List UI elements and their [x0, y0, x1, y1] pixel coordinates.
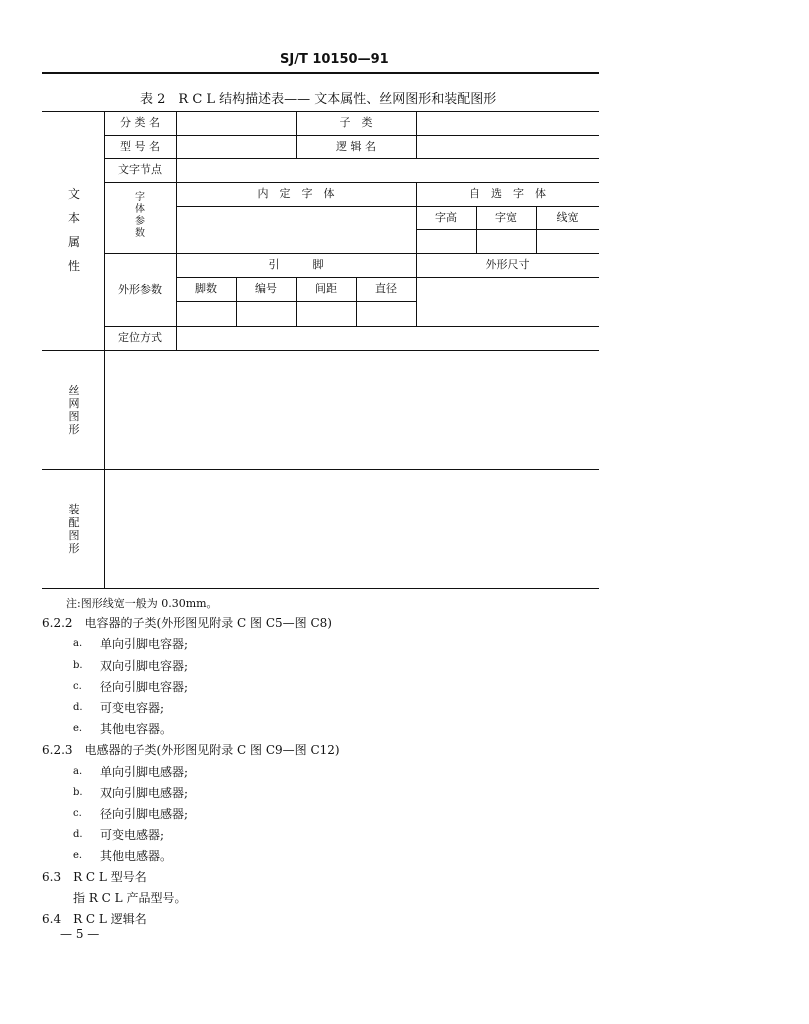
- label-char: 形: [68, 423, 80, 436]
- heading-6-4: 6.4 R C L 逻辑名: [42, 912, 147, 926]
- cell-logic-name: 逻 辑 名: [336, 140, 376, 153]
- list-item-letter: c.: [73, 808, 82, 819]
- list-item-letter: b.: [73, 660, 83, 671]
- cell-spacing: 间距: [315, 282, 337, 295]
- label-char: 形: [68, 542, 80, 555]
- row-line: [176, 277, 599, 278]
- row-label-font-params: [133, 192, 147, 240]
- header-rule: [42, 72, 599, 74]
- cell-pins: 引 脚: [268, 258, 324, 271]
- label-char: 网: [68, 397, 80, 410]
- col-line: [416, 111, 417, 158]
- section-line: [42, 469, 599, 470]
- row-line: [104, 182, 599, 183]
- list-item-letter: d.: [73, 829, 83, 840]
- section-line: [42, 350, 599, 351]
- list-item: 径向引脚电感器;: [100, 807, 189, 821]
- page-number: — 5 —: [60, 927, 100, 941]
- list-item-letter: e.: [73, 850, 83, 861]
- table-caption: 表 2 R C L 结构描述表—— 文本属性、丝网图形和装配图形: [140, 92, 497, 107]
- label-char: 图: [68, 529, 80, 542]
- table-bottom-border: [42, 588, 599, 589]
- cell-diameter: 直径: [375, 282, 397, 295]
- list-item: 径向引脚电容器;: [100, 680, 189, 694]
- cell-char-width: 字宽: [495, 211, 517, 224]
- cell-builtin-font: 内 定 字 体: [257, 187, 335, 200]
- label-char: 性: [67, 259, 80, 273]
- cell-pin-count: 脚数: [195, 282, 217, 295]
- list-item: 双向引脚电容器;: [100, 659, 189, 673]
- row-label-model: 型 号 名: [120, 140, 160, 153]
- label-char: 配: [68, 516, 80, 529]
- label-char: 丝: [68, 384, 80, 397]
- heading-6-2-2: 6.2.2 电容器的子类(外形图见附录 C 图 C5—图 C8): [42, 616, 332, 630]
- list-item: 可变电感器;: [100, 828, 165, 842]
- label-char: 参: [135, 216, 145, 227]
- row-line: [104, 326, 599, 327]
- list-item-letter: c.: [73, 681, 82, 692]
- col-line: [176, 111, 177, 350]
- label-char: 本: [67, 211, 80, 225]
- row-line: [104, 158, 599, 159]
- row-label-positioning: 定位方式: [118, 331, 162, 344]
- list-item: 其他电容器。: [100, 722, 173, 736]
- list-item-letter: a.: [73, 766, 83, 777]
- row-label-category: 分 类 名: [120, 116, 160, 129]
- row-line: [104, 253, 599, 254]
- list-item: 单向引脚电感器;: [100, 765, 189, 779]
- list-item-letter: e.: [73, 723, 83, 734]
- label-char: 体: [135, 204, 145, 215]
- list-item: 可变电容器;: [100, 701, 165, 715]
- row-line: [416, 229, 599, 230]
- section-label-assembly: [67, 503, 81, 555]
- row-label-text-node: 文字节点: [118, 163, 162, 176]
- cell-custom-font: 自 选 字 体: [469, 187, 546, 200]
- list-item-letter: a.: [73, 638, 83, 649]
- heading-6-2-3: 6.2.3 电感器的子类(外形图见附录 C 图 C9—图 C12): [42, 743, 340, 757]
- cell-char-height: 字高: [435, 211, 457, 224]
- cell-line-width: 线宽: [556, 211, 579, 224]
- list-item-letter: b.: [73, 787, 83, 798]
- heading-6-3: 6.3 R C L 型号名: [42, 870, 147, 884]
- list-item: 单向引脚电容器;: [100, 637, 189, 651]
- row-line: [104, 135, 599, 136]
- col-line: [104, 111, 105, 588]
- cell-outline-size: 外形尺寸: [485, 258, 530, 271]
- doc-id: SJ/T 10150—91: [280, 52, 389, 67]
- list-item: 其他电感器。: [100, 849, 173, 863]
- list-item-letter: d.: [73, 702, 83, 713]
- col-line: [416, 182, 417, 326]
- cell-number: 编号: [255, 282, 277, 295]
- row-label-outline-params: 外形参数: [118, 283, 162, 296]
- label-char: 图: [68, 410, 80, 423]
- cell-subclass: 子 类: [339, 116, 373, 129]
- section-label-silkscreen: [67, 384, 81, 436]
- label-char: 属: [67, 235, 80, 249]
- table-top-border: [42, 111, 599, 112]
- label-char: 装: [68, 503, 80, 516]
- label-char: 数: [135, 228, 145, 239]
- table-note: 注:图形线宽一般为 0.30mm。: [66, 597, 218, 610]
- label-char: 字: [135, 192, 145, 203]
- list-item: 双向引脚电感器;: [100, 786, 189, 800]
- label-char: 文: [67, 187, 80, 201]
- paragraph-6-3: 指 R C L 产品型号。: [73, 891, 187, 905]
- section-label-text-attr: [66, 182, 82, 278]
